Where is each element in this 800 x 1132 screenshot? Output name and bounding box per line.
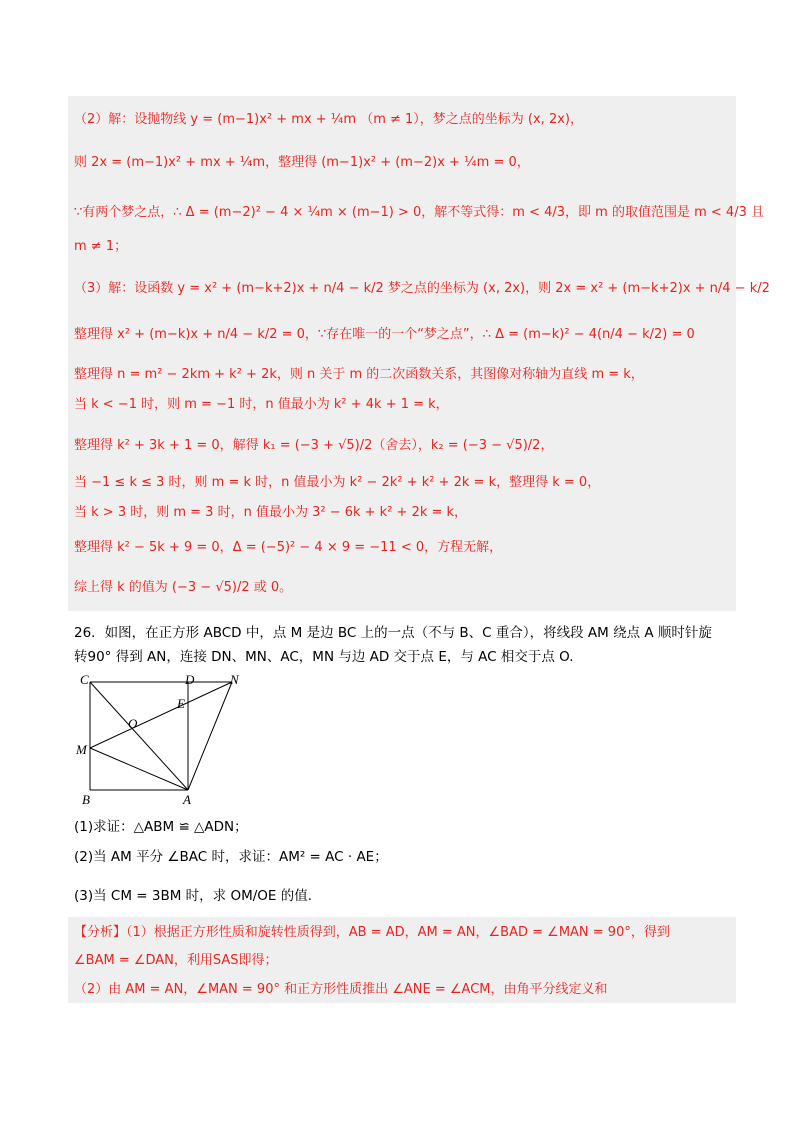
- solution-line-11: 当 k > 3 时，则 m = 3 时，n 值最小为 3² − 6k + k² + 2k = k，: [74, 505, 468, 520]
- solution-line-5: （3）解：设函数 y = x² + (m−k+2)x + n/4 − k/2 梦之点的坐标为 (x, 2x)，则 2x = x² + (m−k+2)x + n/4 − k/2: [74, 281, 770, 296]
- geometry-figure: [70, 668, 270, 808]
- solution-line-9: 整理得 k² + 3k + 1 = 0，解得 k₁ = (−3 + √5)/2（舍去），k₂ = (−3 − √5)/2，: [74, 438, 554, 453]
- solution-line-4: m ≠ 1；: [74, 239, 128, 254]
- label-M: M: [76, 742, 87, 757]
- label-A: A: [183, 792, 191, 807]
- label-C: C: [80, 672, 89, 687]
- solution-line-1: （2）解：设抛物线 y = (m−1)x² + mx + ¼m （m ≠ 1），梦之点的坐标为 (x, 2x)，: [74, 112, 583, 127]
- analysis-line-2: ∠BAM = ∠DAN，利用SAS即得；: [74, 953, 278, 968]
- question-intro-line-2: 转90° 得到 AN，连接 DN、MN、AC，MN 与边 AD 交于点 E，与 AC 相交于点 O.: [74, 649, 574, 665]
- segment-MN: [90, 682, 232, 748]
- solution-line-2: 则 2x = (m−1)x² + mx + ¼m，整理得 (m−1)x² + (m−2)x + ¼m = 0，: [74, 155, 530, 170]
- solution-line-7: 整理得 n = m² − 2km + k² + 2k，则 n 关于 m 的二次函数关系，其图像对称轴为直线 m = k，: [74, 367, 644, 382]
- segment-AN: [188, 682, 232, 790]
- solution-line-13: 综上得 k 的值为 (−3 − √5)/2 或 0。: [74, 580, 293, 595]
- solution-line-12: 整理得 k² − 5k + 9 = 0，Δ = (−5)² − 4 × 9 = −11 < 0，方程无解，: [74, 540, 503, 555]
- analysis-line-3: （2）由 AM = AN，∠MAN = 90° 和正方形性质推出 ∠ANE = ∠ACM，由角平分线定义和: [74, 982, 608, 997]
- solution-line-6: 整理得 x² + (m−k)x + n/4 − k/2 = 0，∵存在唯一的一个“梦之点”，∴ Δ = (m−k)² − 4(n/4 − k/2) = 0: [74, 327, 695, 342]
- label-N: N: [230, 672, 239, 687]
- analysis-line-1: 【分析】（1）根据正方形性质和旋转性质得到，AB = AD，AM = AN，∠BAD = ∠MAN = 90°，得到: [74, 925, 670, 940]
- question-intro-line-1: 26．如图，在正方形 ABCD 中，点 M 是边 BC 上的一点（不与 B、C 重合），将线段 AM 绕点 A 顺时针旋: [74, 625, 712, 641]
- label-E: E: [177, 696, 185, 711]
- question-part-2: (2)当 AM 平分 ∠BAC 时，求证：AM² = AC · AE；: [74, 849, 388, 865]
- solution-line-8: 当 k < −1 时，则 m = −1 时，n 值最小为 k² + 4k + 1 = k，: [74, 397, 449, 412]
- solution-line-10: 当 −1 ≤ k ≤ 3 时，则 m = k 时，n 值最小为 k² − 2k² + k² + 2k = k，整理得 k = 0，: [74, 475, 601, 490]
- segment-AC: [90, 682, 188, 790]
- label-O: O: [128, 716, 138, 731]
- label-D: D: [185, 672, 195, 687]
- segment-MA: [90, 748, 188, 790]
- solution-line-3: ∵有两个梦之点，∴ Δ = (m−2)² − 4 × ¼m × (m−1) > 0，解不等式得：m < 4/3，即 m 的取值范围是 m < 4/3 且: [74, 205, 764, 220]
- question-part-1: (1)求证：△ABM ≌ △ADN；: [74, 819, 248, 835]
- question-part-3: (3)当 CM = 3BM 时，求 OM/OE 的值.: [74, 888, 313, 904]
- solution-block: [68, 96, 736, 611]
- label-B: B: [82, 792, 90, 807]
